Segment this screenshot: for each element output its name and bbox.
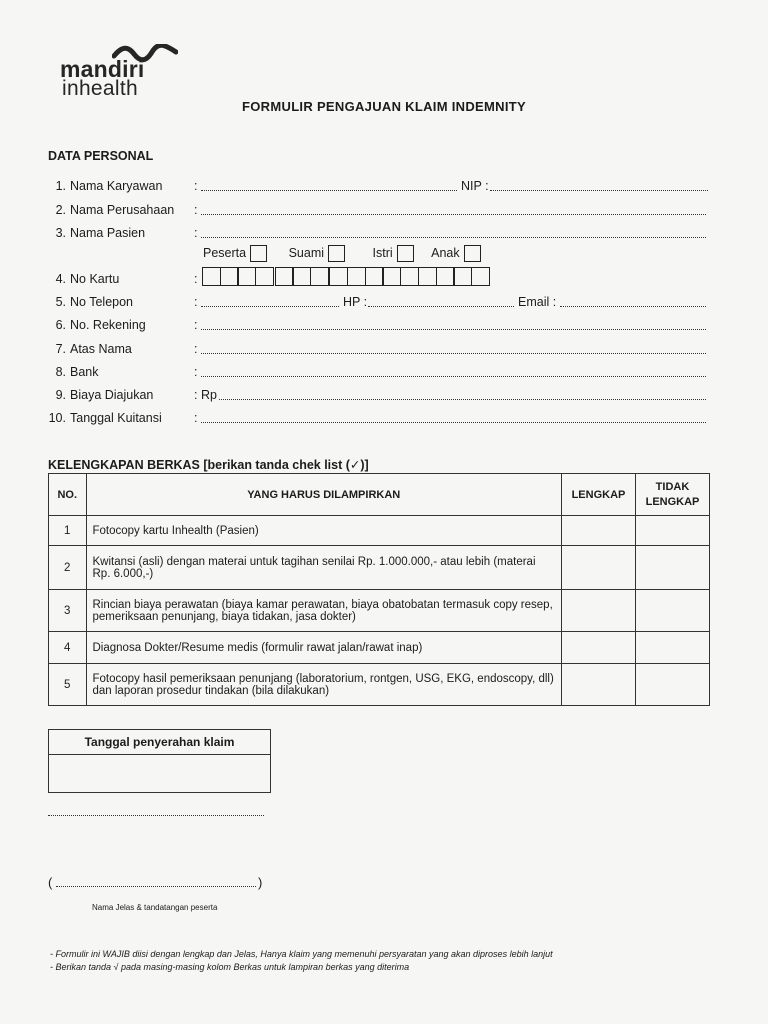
row-number: 4 [49,632,87,664]
table-header-row [49,474,710,516]
table-row [49,590,710,632]
field-label: No Kartu [70,272,120,286]
note-line-2: - Berikan tanda √ pada masing-masing kolom Berkas untuk lampiran berkas yang diterima [50,962,410,972]
tidak-lengkap-checkbox-cell[interactable] [635,632,709,664]
field-label: Nama Perusahaan [70,203,175,217]
signature-caption: Nama Jelas & tandatangan peserta [92,903,218,912]
field-number: 9. [55,388,66,402]
row-item-text: Fotocopy kartu Inhealth (Pasien) [86,516,561,546]
tidak-lengkap-checkbox-cell[interactable] [635,546,709,590]
nama-perusahaan-input-line[interactable] [201,203,706,215]
field-label: Atas Nama [70,342,132,356]
field-number: 3. [55,226,66,240]
field-colon: : [194,365,198,379]
row-item-text: Rincian biaya perawatan (biaya kamar perawatan, biaya obatobatan termasuk copy resep, pemeriksaan penunjang, biaya tidakan, jasa dokter) [86,590,561,632]
field-label: No Telepon [70,295,134,309]
signature-close-paren: ) [258,875,263,890]
row-item-text: Kwitansi (asli) dengan materai untuk tagihan senilai Rp. 1.000.000,- atau lebih (materai Rp. 6.000,-) [86,546,561,590]
col-item-header: YANG HARUS DILAMPIRKAN [86,474,561,516]
tidak-lengkap-checkbox-cell[interactable] [635,516,709,546]
row-number: 1 [49,516,87,546]
field-label: Nama Karyawan [70,179,163,193]
lengkap-checkbox-cell[interactable] [561,516,635,546]
field-colon: : [194,295,198,309]
tidak-lengkap-checkbox-cell[interactable] [635,590,709,632]
option-peserta: Peserta [203,246,267,260]
logo-sub-text: inhealth [62,77,138,100]
field-number: 4. [55,272,66,286]
signature-open-paren: ( [48,875,53,890]
hp-input-line[interactable] [368,295,514,307]
field-colon: : [194,272,198,286]
field-number: 8. [55,365,66,379]
field-number: 10. [48,411,66,425]
field-label: Nama Pasien [70,226,146,240]
biaya-input-line[interactable] [219,388,706,400]
kelengkapan-heading: KELENGKAPAN BERKAS [berikan tanda chek list (✓)] [48,458,369,472]
suami-checkbox[interactable] [328,245,345,262]
row-item-text: Fotocopy hasil pemeriksaan penunjang (laboratorium, rontgen, USG, EKG, endoscopy, dll) dan laporan prosedur tindakan (bila dilakukan) [86,664,561,706]
row-number: 2 [49,546,87,590]
email-label: Email : [518,295,557,309]
field-number: 1. [55,179,66,193]
field-nama-karyawan [0,179,768,195]
field-no-telepon [0,295,768,311]
field-nama-pasien [0,226,768,242]
signature-name-line[interactable] [56,877,256,887]
col-tidak-lengkap-header: TIDAK LENGKAP [635,474,709,516]
table-row [49,632,710,664]
lengkap-checkbox-cell[interactable] [561,546,635,590]
field-number: 7. [55,342,66,356]
patient-type-options [203,245,481,265]
table-row [49,516,710,546]
field-colon: : [194,411,198,425]
nip-input-line[interactable] [490,179,708,191]
field-colon: : [194,203,198,217]
field-label: No. Rekening [70,318,146,332]
col-no-header: NO. [49,474,87,516]
field-bank [0,365,768,381]
lengkap-checkbox-cell[interactable] [561,632,635,664]
lengkap-checkbox-cell[interactable] [561,664,635,706]
field-nama-perusahaan [0,203,768,219]
row-number: 5 [49,664,87,706]
istri-checkbox[interactable] [397,245,414,262]
mandiri-inhealth-logo [60,44,190,102]
field-tanggal-kuitansi [0,411,768,427]
field-label: Biaya Diajukan [70,388,154,402]
bank-input-line[interactable] [201,365,706,377]
col-lengkap-header: LENGKAP [561,474,635,516]
rekening-input-line[interactable] [201,318,706,330]
tanggal-penyerahan-box [48,729,271,793]
hp-label: HP : [343,295,368,309]
telepon-input-line[interactable] [201,295,339,307]
peserta-checkbox[interactable] [250,245,267,262]
option-suami: Suami [289,246,345,260]
row-item-text: Diagnosa Dokter/Resume medis (formulir rawat jalan/rawat inap) [86,632,561,664]
form-title: FORMULIR PENGAJUAN KLAIM INDEMNITY [242,99,526,114]
field-number: 5. [55,295,66,309]
logo-brand-text: mandiri [60,56,145,82]
card-number-boxes[interactable] [202,267,489,291]
atas-nama-input-line[interactable] [201,342,706,354]
row-number: 3 [49,590,87,632]
table-row [49,664,710,706]
field-no-rekening [0,318,768,334]
nip-label: NIP : [461,179,489,193]
tanggal-penyerahan-label: Tanggal penyerahan klaim [49,730,270,755]
tanggal-penyerahan-input[interactable] [49,755,270,792]
lengkap-checkbox-cell[interactable] [561,590,635,632]
field-biaya-diajukan [0,388,768,404]
field-number: 6. [55,318,66,332]
tidak-lengkap-checkbox-cell[interactable] [635,664,709,706]
officer-signature-line[interactable] [48,807,264,816]
nama-karyawan-input-line[interactable] [201,179,457,191]
field-colon: : [194,226,198,240]
rp-prefix: : Rp [194,388,217,402]
option-istri: Istri [373,246,414,260]
data-personal-heading: DATA PERSONAL [48,149,154,163]
tanggal-kuitansi-input-line[interactable] [201,411,706,423]
nama-pasien-input-line[interactable] [201,226,706,238]
option-anak: Anak [431,246,481,260]
field-colon: : [194,318,198,332]
anak-checkbox[interactable] [464,245,481,262]
field-colon: : [194,342,198,356]
field-label: Tanggal Kuitansi [70,411,162,425]
table-row [49,546,710,590]
field-atas-nama [0,342,768,358]
note-line-1: - Formulir ini WAJIB diisi dengan lengkap dan Jelas, Hanya klaim yang memenuhi persyaratan yang akan diproses lebih lanjut [50,949,553,959]
email-input-line[interactable] [560,295,706,307]
field-label: Bank [70,365,99,379]
field-number: 2. [55,203,66,217]
kelengkapan-table [48,473,710,706]
field-colon: : [194,179,198,193]
